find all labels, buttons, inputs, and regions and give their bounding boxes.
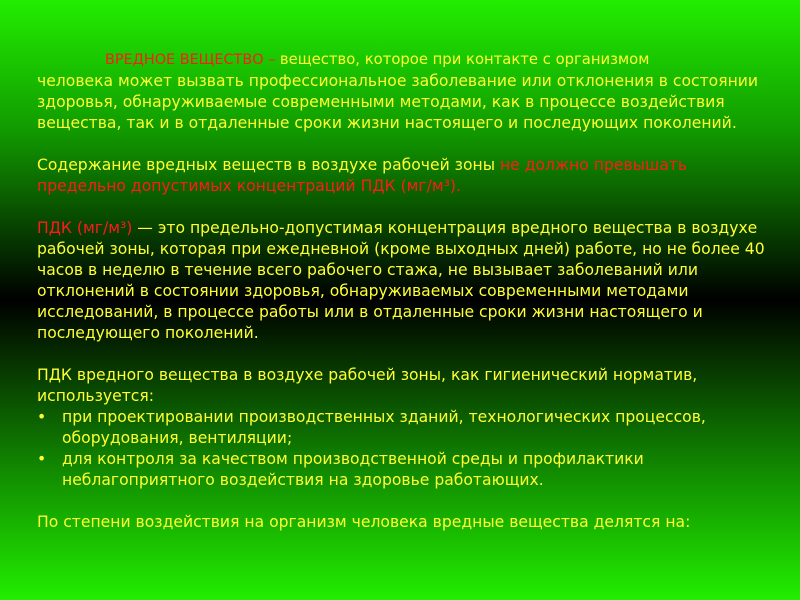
harmful-substance-term: ВРЕДНОЕ ВЕЩЕСТВО: [105, 52, 264, 68]
list-item: [37, 407, 767, 449]
term-dash: –: [263, 52, 280, 68]
spacer: [37, 134, 767, 155]
definition-line1: вещество, которое при контакте с организмом: [279, 51, 650, 68]
pdk-definition-text: — это предельно-допустимая концентрация вредного вещества в воздухе рабочей зоны, которая при ежедневной (кроме выходных дней) работе, но не более 40 часов в неделю в течение всего рабочего стажа, не вызывает заболеваний или отклонений в состоянии здоровья, обнаруживаемых современными методами исследований, в процессе работы или в отдаленные сроки жизни настоящего и последующего поколений.: [37, 219, 765, 342]
content-limit-lead: Содержание вредных веществ в воздухе рабочей зоны: [37, 156, 500, 174]
pdk-term: ПДК (мг/м³): [37, 219, 133, 237]
spacer: [37, 197, 767, 218]
content-limit-paragraph: [37, 155, 767, 197]
bullet-glyph: •: [37, 408, 47, 426]
list-item: [37, 449, 767, 491]
slide-content: [37, 49, 767, 533]
content-limit-highlight: не должно превышать предельно допустимых концентраций ПДК (мг/м³).: [37, 156, 688, 195]
list-item-text: при проектировании производственных зданий, технологических процессов, оборудования, вентиляции;: [62, 408, 706, 447]
pdk-usage-lead: ПДК вредного вещества в воздухе рабочей зоны, как гигиенический норматив, используется:: [37, 366, 698, 405]
pdk-usage-list: [37, 407, 767, 491]
spacer: [37, 344, 767, 365]
pdk-definition-paragraph: [37, 218, 767, 344]
list-item-text: для контроля за качеством производственной среды и профилактики неблагоприятного воздействия на здоровье работающих.: [62, 450, 644, 489]
definition-text: человека может вызвать профессиональное заболевание или отклонения в состоянии здоровья, обнаруживаемые современными методами, как в процессе воздействия вещества, так и в отдаленные сроки жизни настоящего и последующих поколений.: [37, 72, 759, 132]
spacer: [37, 491, 767, 512]
classification-lead: По степени воздействия на организм человека вредные вещества делятся на:: [37, 513, 691, 531]
bullet-glyph: •: [37, 450, 47, 468]
definition-first-line: [37, 49, 767, 71]
